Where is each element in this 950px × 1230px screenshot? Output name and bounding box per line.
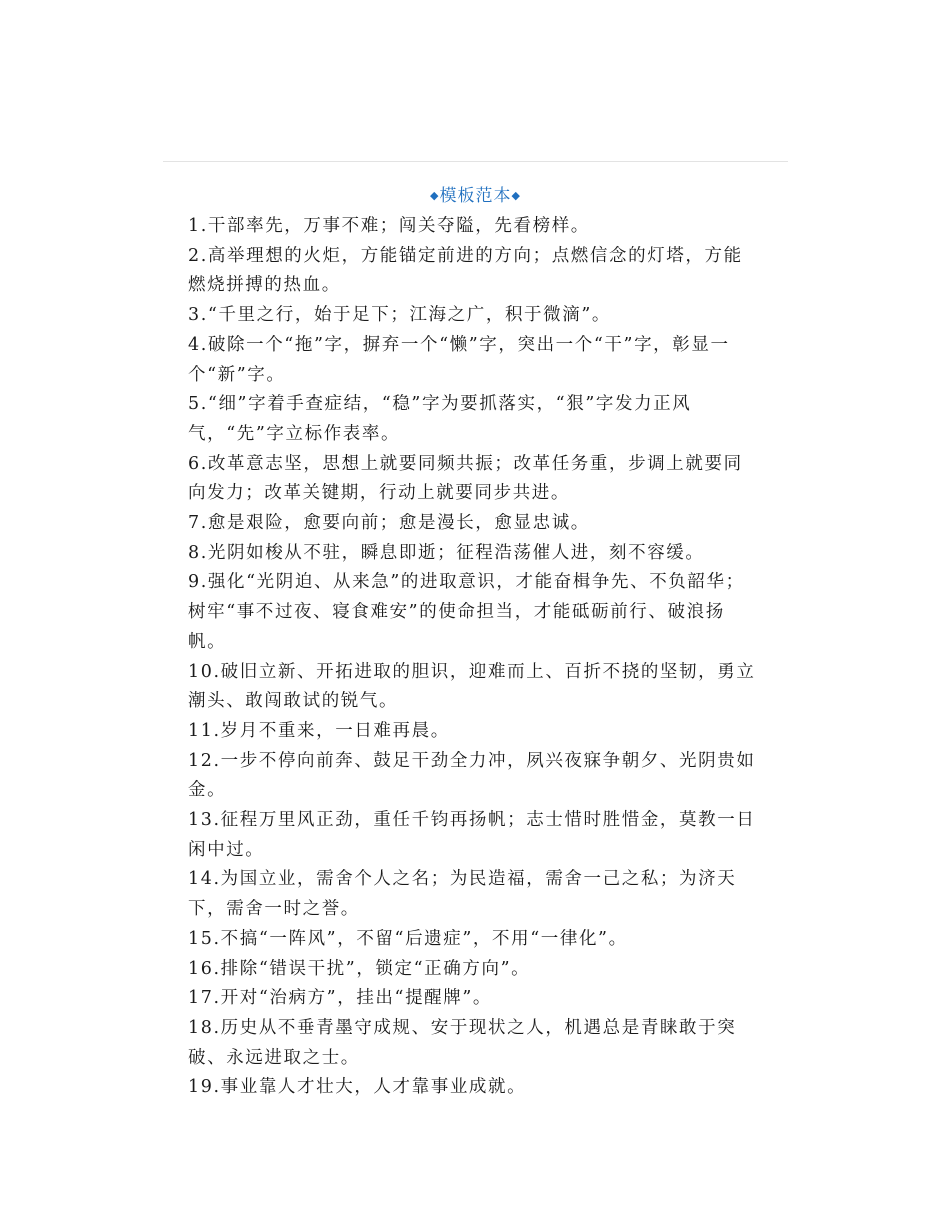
header-divider: [163, 161, 788, 162]
list-item: 5.“细”字着手查症结，“稳”字为要抓落实，“狠”字发力正风气，“先”字立标作表率。: [188, 394, 692, 444]
list-item: 14.为国立业，需舍个人之名；为民造福，需舍一己之私；为济天下，需舍一时之誉。: [188, 869, 737, 920]
list-item: 2.高举理想的火炬，方能锚定前进的方向；点燃信念的灯塔，方能燃烧拼搏的热血。: [188, 245, 743, 296]
list-item: 10.破旧立新、开拓进取的胆识，迎难而上、百折不挠的坚韧，勇立潮头、敢闯敢试的锐气。: [188, 661, 756, 712]
list-item: 19.事业靠人才壮大，人才靠事业成就。: [188, 1077, 527, 1098]
diamond-icon-left: ◆: [430, 189, 440, 202]
list-item: 1.干部率先，万事不难；闯关夺隘，先看榜样。: [188, 216, 590, 236]
list-item: 3.“千里之行，始于足下；江海之广，积于微滴”。: [188, 305, 611, 326]
list-item: 6.改革意志坚，思想上就要同频共振；改革任务重，步调上就要同向发力；改革关键期，行动上就要同步共进。: [188, 453, 743, 504]
list-item: 15.不搞“一阵风”，不留“后遗症”，不用“一律化”。: [188, 928, 628, 949]
list-item: 4.破除一个“拖”字，摒弃一个“懒”字，突出一个“干”字，彰显一个“新”字。: [188, 334, 730, 385]
section-heading: [163, 184, 788, 208]
list-item: 11.岁月不重来，一日难再晨。: [188, 720, 450, 741]
list-item: 12.一步不停向前奔、鼓足干劲全力冲，夙兴夜寐争朝夕、光阴贵如金。: [188, 750, 756, 801]
list-item: 16.排除“错误干扰”，锁定“正确方向”。: [188, 958, 531, 979]
list-item: 9.强化“光阴迫、从来急”的进取意识，才能奋楫争先、不负韶华；树牢“事不过夜、寝食难安”的使命担当，才能砥砺前行、破浪扬帆。: [188, 572, 745, 652]
diamond-icon-right: ◆: [511, 189, 521, 202]
list-item: 13.征程万里风正劲，重任千钧再扬帆；志士惜时胜惜金，莫教一日闲中过。: [188, 810, 756, 860]
heading-title: 模板范本: [439, 186, 512, 206]
list-item: 8.光阴如梭从不驻，瞬息即逝；征程浩荡催人进，刻不容缓。: [188, 542, 705, 563]
list-item: 7.愈是艰险，愈要向前；愈是漫长，愈显忠诚。: [188, 513, 590, 534]
list-item: 18.历史从不垂青墨守成规、安于现状之人，机遇总是青睐敢于突破、永远进取之士。: [188, 1017, 737, 1068]
list-item: 17.开对“治病方”，挂出“提醒牌”。: [188, 988, 493, 1009]
quote-list: [188, 212, 760, 1103]
